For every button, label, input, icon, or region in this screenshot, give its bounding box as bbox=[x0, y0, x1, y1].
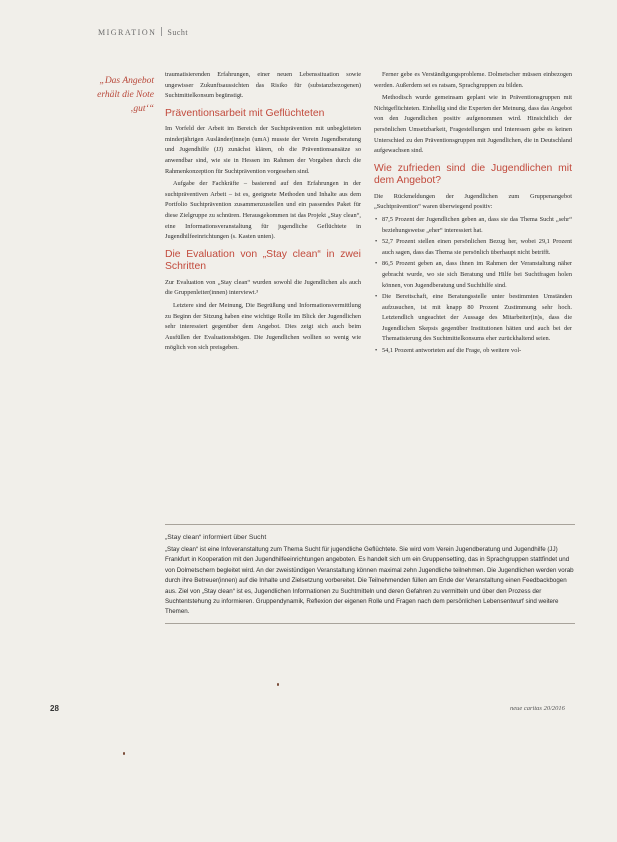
paragraph: Methodisch wurde gemeinsam geplant wie in Präventionsgruppen mit Nichtgeflüchteten. Einhellig sind die Experten der Meinung, dass das Angebot von den Jugendlichen positiv aufgenommen wird. Hinsichtlich der persönlichen Umsetzbarkeit, Fragestellungen und Interessen gebe es keinen Unterschied zu den Präventionsgruppen mit Jugendlichen, die in Deutschland aufgewachsen sind. bbox=[374, 94, 572, 155]
page-mark bbox=[277, 683, 279, 686]
page-mark bbox=[123, 752, 125, 755]
header-divider bbox=[161, 27, 162, 36]
subsection-label: Sucht bbox=[167, 28, 189, 37]
paragraph: Im Vorfeld der Arbeit im Bereich der Suchtprävention mit unbegleiteten minderjährigen Ausländer(inne)n (umA) musste der Verein Jugendberatung und Jugendhilfe (JJ) zunächst klären, ob die Präventionsansätze so anwendbar sind, wie sie in Hessen im Rahmen der Vorgaben durch die Rahmenkonzeption für Suchtprävention vorgesehen sind. bbox=[165, 125, 361, 175]
paragraph: Aufgabe der Fachkräfte – basierend auf den Erfahrungen in der suchtpräventiven Arbeit – ist es, geeignete Methoden und Inhalte aus dem Portfolio Suchtprävention zusammenzustellen und ein passendes Paket für diese Zielgruppe zu schnüren. Herausgekommen ist das Projekt „Stay clean“, eine Informationsveranstaltung für jugendliche Geflüchtete in Jugendhilfeeinrichtungen (s. Kasten unten). bbox=[165, 180, 361, 241]
paragraph: Zur Evaluation von „Stay clean“ wurden sowohl die Jugendlichen als auch die Gruppenleiter(innen) interviewt.³ bbox=[165, 278, 361, 297]
list-item: • Die Bereitschaft, eine Beratungsstelle unter bestimmten Umständen aufzusuchen, ist mit knapp 80 Prozent Zustimmung sehr hoch. Letztendlich ungeachtet der Aussage des Mitarbeiter(in)s, dass die Jugendlichen Skepsis gegenüber Institutionen hätten und auch bei der Thematisierung des Suchtmittelkonsums eher zurückhaltend seien. bbox=[374, 292, 572, 345]
right-column bbox=[374, 70, 572, 358]
info-box bbox=[165, 524, 575, 624]
running-header bbox=[98, 27, 188, 37]
page-number: 28 bbox=[50, 704, 59, 713]
info-box-title: „Stay clean“ informiert über Sucht bbox=[165, 534, 267, 541]
info-box-text: „Stay clean“ ist eine Infoveranstaltung zum Thema Sucht für jugendliche Geflüchtete. Sie wird vom Verein Jugendberatung und Jugendhilfe (JJ) Frankfurt in Kooperation mit den Jugendhilfeeinrichtungen angeboten. Es handelt sich um ein Gruppensetting, das in Sprachgruppen stattfindet und von Dolmetschern begleitet wird. An der zweistündigen Veranstaltung können maximal zehn Jugendliche teilnehmen. Die Jugendlichen werden vorab durch ihre Betreuer(innen) auf die Inhalte und Zielsetzung vorbereitet. Die Teilnehmenden füllen am Ende der Veranstaltung einen Feedbackbogen aus. Ziel von „Stay clean“ ist es, Jugendlichen Informationen zu Suchtmitteln und deren Gefahren zu vermitteln und über den Prozess der Suchtentstehung zu informieren. Gruppendynamik, Reflexion der eigenen Rolle und Fragen nach dem persönlichen Lebensentwurf sind weitere Themen. bbox=[165, 546, 574, 616]
results-list bbox=[374, 215, 572, 357]
paragraph: Ferner gebe es Verständigungsprobleme. Dolmetscher müssen einbezogen werden. Außerdem sei es ratsam, Sprachgruppen zu bilden. bbox=[374, 71, 572, 89]
list-item: • 86,5 Prozent geben an, dass ihnen im Rahmen der Veranstaltung näher gebracht wurde, wo sie sich Beratung und Hilfe bei Suchtfragen holen können, von Jugendberatung und Suchthilfe sind. bbox=[374, 259, 572, 291]
list-item: • 52,7 Prozent stellen einen persönlichen Bezug her, wobei 29,1 Prozent auch sagen, dass das Thema sie persönlich überhaupt nicht betrifft. bbox=[374, 237, 572, 258]
left-column bbox=[165, 70, 361, 356]
section-label: MIGRATION bbox=[98, 28, 157, 37]
heading-prevention-work: Präventionsarbeit mit Geflüchteten bbox=[165, 107, 325, 119]
list-item: • 54,1 Prozent antworteten auf die Frage, ob weitere vol- bbox=[374, 346, 572, 357]
pull-quote: „Das Angebot erhält die Note ‚gut‘“ bbox=[97, 76, 154, 114]
paragraph: Die Rückmeldungen der Jugendlichen zum Gruppenangebot „Suchtprävention“ waren überwiegend positiv: bbox=[374, 192, 572, 211]
list-item: • 87,5 Prozent der Jugendlichen geben an, dass sie das Thema Sucht „sehr“ beziehungsweise „eher“ interessiert hat. bbox=[374, 215, 572, 236]
heading-evaluation: Die Evaluation von „Stay clean“ in zwei Schritten bbox=[165, 248, 361, 273]
paragraph: Letztere sind der Meinung, Die Begrüßung und Informationsvermittlung zu Beginn der Sitzung haben eine wichtige Rolle im Blick der Jugendlichen sehr interessiert gegenüber dem Angebot. Dies zeigt sich auch beim Ausfüllen der Evaluationsbögen. Die Jugendlichen wollten so wenig wie möglich von sich preisgeben. bbox=[165, 302, 361, 352]
publication-footer: neue caritas 20/2016 bbox=[510, 705, 565, 712]
heading-satisfaction: Wie zufrieden sind die Jugendlichen mit dem Angebot? bbox=[374, 162, 572, 187]
intro-paragraph: traumatisierenden Erfahrungen, einer neuen Lebenssituation sowie ungewisser Zukunftsaussichten das Risiko für (substanzbezogenen) Suchtmittelkonsum begünstigt. bbox=[165, 71, 361, 100]
